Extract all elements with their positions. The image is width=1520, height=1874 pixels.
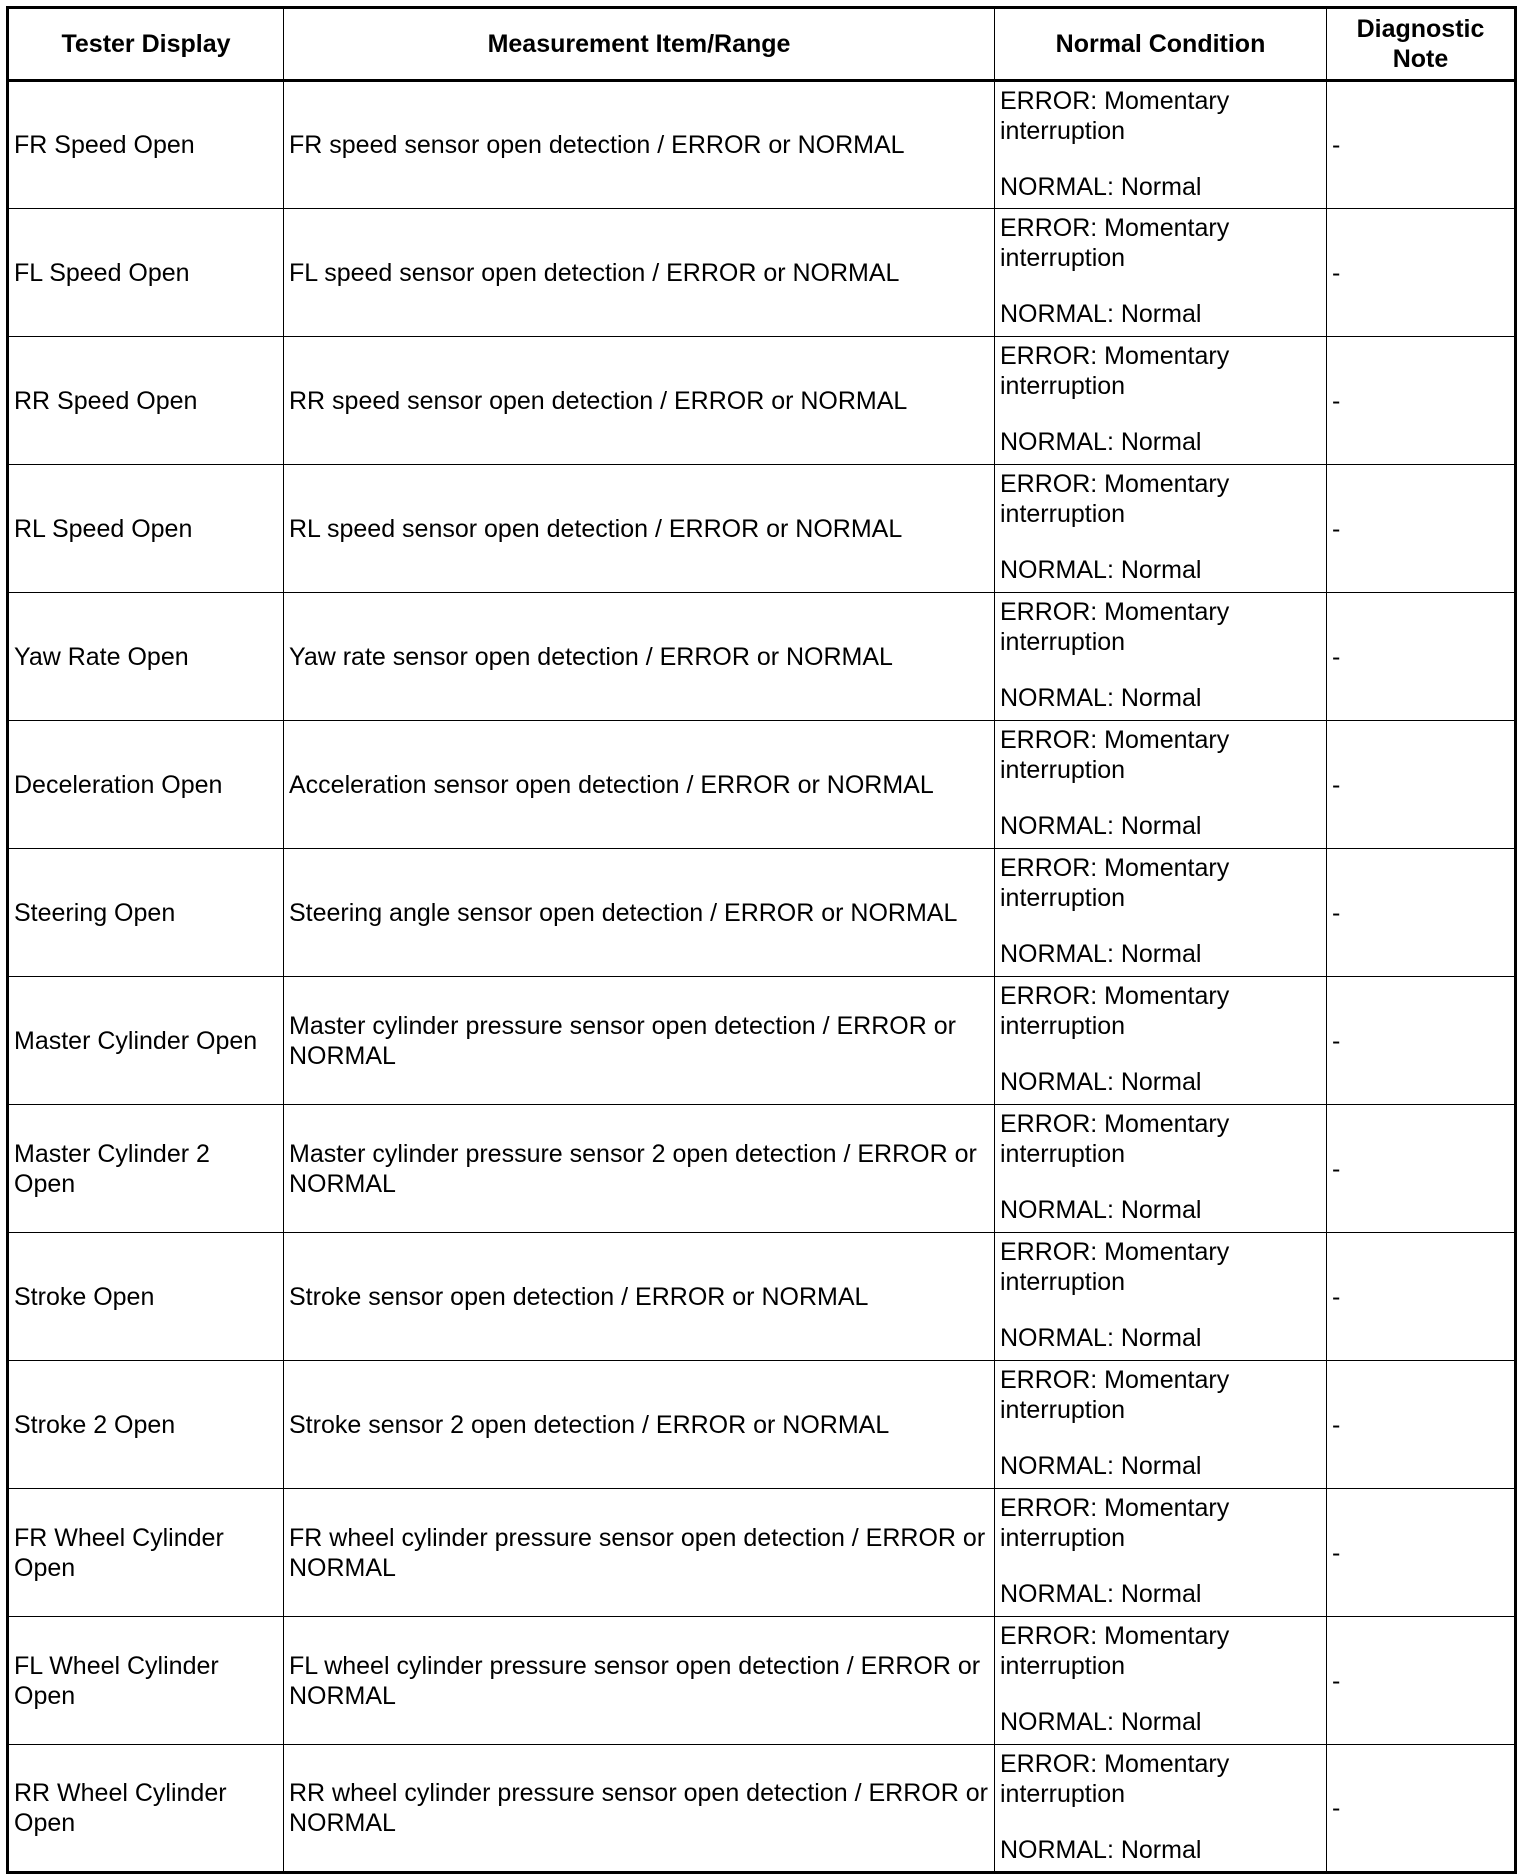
error-condition-text: ERROR: Momentary interruption (1000, 1366, 1230, 1424)
normal-condition-cell (995, 465, 1327, 593)
table-row (8, 1617, 1516, 1745)
error-condition-text: ERROR: Momentary interruption (1000, 87, 1230, 145)
diagnostic-note-cell: - (1327, 977, 1516, 1105)
normal-condition-text: NORMAL: Normal (1000, 1324, 1202, 1352)
normal-condition-text: NORMAL: Normal (1000, 1452, 1202, 1480)
tester-display-cell: RL Speed Open (8, 465, 284, 593)
error-condition-text: ERROR: Momentary interruption (1000, 1750, 1230, 1808)
table-row (8, 849, 1516, 977)
normal-condition-cell (995, 593, 1327, 721)
tester-display-cell: FL Wheel Cylinder Open (8, 1617, 284, 1745)
diagnostic-note-cell: - (1327, 593, 1516, 721)
header-normal-condition: Normal Condition (995, 8, 1327, 81)
table-row (8, 1233, 1516, 1361)
diagnostic-note-cell: - (1327, 81, 1516, 209)
table-row (8, 977, 1516, 1105)
table-row (8, 593, 1516, 721)
diagnostic-note-cell: - (1327, 209, 1516, 337)
normal-condition-text: NORMAL: Normal (1000, 812, 1202, 840)
header-diagnostic-note: Diagnostic Note (1327, 8, 1516, 81)
normal-condition-text: NORMAL: Normal (1000, 173, 1202, 201)
measurement-item-cell: Master cylinder pressure sensor 2 open detection / ERROR or NORMAL (284, 1105, 995, 1233)
table-body (8, 81, 1516, 1873)
normal-condition-cell (995, 1361, 1327, 1489)
table-row (8, 337, 1516, 465)
diagnostic-note-cell: - (1327, 465, 1516, 593)
tester-display-cell: Yaw Rate Open (8, 593, 284, 721)
measurement-item-cell: RL speed sensor open detection / ERROR or NORMAL (284, 465, 995, 593)
normal-condition-cell (995, 721, 1327, 849)
error-condition-text: ERROR: Momentary interruption (1000, 982, 1230, 1040)
normal-condition-cell (995, 337, 1327, 465)
normal-condition-text: NORMAL: Normal (1000, 1836, 1202, 1864)
normal-condition-text: NORMAL: Normal (1000, 940, 1202, 968)
table-header-row (8, 8, 1516, 81)
error-condition-text: ERROR: Momentary interruption (1000, 342, 1230, 400)
diagnostic-note-cell: - (1327, 337, 1516, 465)
error-condition-text: ERROR: Momentary interruption (1000, 1238, 1230, 1296)
normal-condition-cell (995, 977, 1327, 1105)
table-row (8, 1489, 1516, 1617)
normal-condition-text: NORMAL: Normal (1000, 1068, 1202, 1096)
header-measurement-item: Measurement Item/Range (284, 8, 995, 81)
measurement-item-cell: Steering angle sensor open detection / ERROR or NORMAL (284, 849, 995, 977)
table-row (8, 721, 1516, 849)
header-tester-display: Tester Display (8, 8, 284, 81)
table-row (8, 465, 1516, 593)
error-condition-text: ERROR: Momentary interruption (1000, 1622, 1230, 1680)
tester-display-cell: Master Cylinder 2 Open (8, 1105, 284, 1233)
error-condition-text: ERROR: Momentary interruption (1000, 726, 1230, 784)
measurement-item-cell: Acceleration sensor open detection / ERROR or NORMAL (284, 721, 995, 849)
normal-condition-text: NORMAL: Normal (1000, 300, 1202, 328)
error-condition-text: ERROR: Momentary interruption (1000, 1494, 1230, 1552)
table-row (8, 1105, 1516, 1233)
normal-condition-cell (995, 1617, 1327, 1745)
table-row (8, 81, 1516, 209)
normal-condition-cell (995, 1105, 1327, 1233)
normal-condition-text: NORMAL: Normal (1000, 556, 1202, 584)
normal-condition-text: NORMAL: Normal (1000, 1708, 1202, 1736)
measurement-item-cell: Stroke sensor open detection / ERROR or NORMAL (284, 1233, 995, 1361)
measurement-item-cell: FR speed sensor open detection / ERROR or NORMAL (284, 81, 995, 209)
tester-display-cell: FR Wheel Cylinder Open (8, 1489, 284, 1617)
normal-condition-text: NORMAL: Normal (1000, 428, 1202, 456)
diagnostic-note-cell: - (1327, 1233, 1516, 1361)
tester-display-cell: RR Wheel Cylinder Open (8, 1745, 284, 1873)
diagnostic-note-cell: - (1327, 1617, 1516, 1745)
table-row (8, 1745, 1516, 1873)
normal-condition-cell (995, 1233, 1327, 1361)
normal-condition-cell (995, 1745, 1327, 1873)
table-row (8, 1361, 1516, 1489)
diagnostic-note-cell: - (1327, 849, 1516, 977)
normal-condition-text: NORMAL: Normal (1000, 1196, 1202, 1224)
diagnostic-note-cell: - (1327, 1361, 1516, 1489)
tester-display-cell: Stroke Open (8, 1233, 284, 1361)
measurement-item-cell: Master cylinder pressure sensor open detection / ERROR or NORMAL (284, 977, 995, 1105)
normal-condition-text: NORMAL: Normal (1000, 1580, 1202, 1608)
diagnostic-table-container (6, 6, 1514, 1874)
error-condition-text: ERROR: Momentary interruption (1000, 470, 1230, 528)
normal-condition-cell (995, 1489, 1327, 1617)
error-condition-text: ERROR: Momentary interruption (1000, 214, 1230, 272)
error-condition-text: ERROR: Momentary interruption (1000, 1110, 1230, 1168)
measurement-item-cell: Stroke sensor 2 open detection / ERROR or NORMAL (284, 1361, 995, 1489)
diagnostic-note-cell: - (1327, 1745, 1516, 1873)
measurement-item-cell: RR wheel cylinder pressure sensor open detection / ERROR or NORMAL (284, 1745, 995, 1873)
diagnostic-note-cell: - (1327, 721, 1516, 849)
tester-display-cell: FL Speed Open (8, 209, 284, 337)
diagnostic-table (6, 6, 1517, 1874)
error-condition-text: ERROR: Momentary interruption (1000, 598, 1230, 656)
error-condition-text: ERROR: Momentary interruption (1000, 854, 1230, 912)
diagnostic-note-cell: - (1327, 1105, 1516, 1233)
measurement-item-cell: RR speed sensor open detection / ERROR or NORMAL (284, 337, 995, 465)
normal-condition-cell (995, 209, 1327, 337)
measurement-item-cell: FL wheel cylinder pressure sensor open detection / ERROR or NORMAL (284, 1617, 995, 1745)
measurement-item-cell: FR wheel cylinder pressure sensor open detection / ERROR or NORMAL (284, 1489, 995, 1617)
normal-condition-text: NORMAL: Normal (1000, 684, 1202, 712)
table-row (8, 209, 1516, 337)
normal-condition-cell (995, 849, 1327, 977)
measurement-item-cell: Yaw rate sensor open detection / ERROR or NORMAL (284, 593, 995, 721)
tester-display-cell: Stroke 2 Open (8, 1361, 284, 1489)
normal-condition-cell (995, 81, 1327, 209)
tester-display-cell: Master Cylinder Open (8, 977, 284, 1105)
tester-display-cell: Steering Open (8, 849, 284, 977)
measurement-item-cell: FL speed sensor open detection / ERROR or NORMAL (284, 209, 995, 337)
tester-display-cell: RR Speed Open (8, 337, 284, 465)
tester-display-cell: FR Speed Open (8, 81, 284, 209)
diagnostic-note-cell: - (1327, 1489, 1516, 1617)
tester-display-cell: Deceleration Open (8, 721, 284, 849)
